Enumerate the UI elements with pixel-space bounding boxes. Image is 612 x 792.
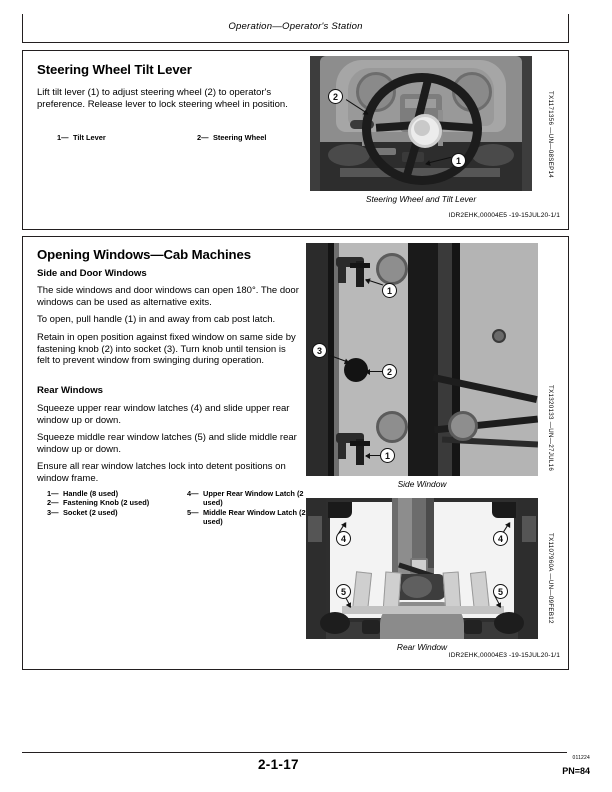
section-1-title: Steering Wheel Tilt Lever: [37, 62, 192, 77]
legend-text: Upper Rear Window Latch (2 used): [203, 489, 304, 508]
header-title: Operation—Operator's Station: [228, 21, 363, 32]
legend-text: Middle Rear Window Latch (2 used): [203, 507, 306, 526]
footer-pn: PN=84: [562, 766, 590, 776]
legend-text: Tilt Lever: [73, 133, 106, 142]
figure-steering-wheel: [310, 56, 532, 204]
callout-4-right: 4: [493, 531, 508, 546]
section-2-paragraph-side-3: Retain in open position against fixed window on same side by fastening knob (2) into socket (3). Turn knob until tension is felt to prevent window from swinging during operation.: [37, 332, 296, 367]
figure-code-rear-window: TX1107960A —UN—09FEB12: [547, 533, 554, 624]
callout-1: 1: [451, 153, 466, 168]
figure-rear-window-caption: Rear Window: [396, 642, 448, 652]
section-2-subhead-side: Side and Door Windows: [37, 268, 147, 279]
page-number: 2-1-17: [258, 757, 299, 772]
legend-item: [187, 489, 317, 507]
legend-item: [47, 508, 179, 517]
legend-text: Fastening Knob (2 used): [63, 498, 150, 508]
legend-number: 4—: [187, 489, 199, 498]
callout-1-lower: 1: [380, 448, 395, 463]
article-opening-windows-cab-machines: [22, 236, 569, 670]
figure-side-window-caption: Side Window: [397, 479, 447, 489]
callout-2: 2: [328, 89, 343, 104]
section-2-subhead-rear: Rear Windows: [37, 385, 104, 396]
figure-code-side-window: TX1320133 —UN—27JUL16: [547, 385, 554, 472]
callout-3: 3: [312, 343, 327, 358]
callout-5-left: 5: [336, 584, 351, 599]
figure-rear-window-image: [306, 498, 538, 639]
legend-text: Socket (2 used): [63, 507, 118, 517]
figure-steering-wheel-caption: Steering Wheel and Tilt Lever: [365, 194, 477, 204]
legend-item: [47, 498, 179, 507]
legend-number: 2—: [197, 133, 209, 142]
callout-5-right: 5: [493, 584, 508, 599]
running-header: [22, 14, 569, 43]
section-2-paragraph-rear-3: Ensure all rear window latches lock into detent positions on window frame.: [37, 461, 286, 484]
callout-1-upper: 1: [382, 283, 397, 298]
section-2-reference: IDR2EHK,00004E3 -19-15JUL20-1/1: [448, 652, 560, 659]
footer-build-code: 011224: [572, 755, 590, 761]
legend-number: 2—: [47, 498, 59, 508]
section-2-paragraph-rear-1: Squeeze upper rear window latches (4) and slide upper rear window up or down.: [37, 403, 290, 426]
legend-item: [57, 133, 187, 142]
callout-2: 2: [382, 364, 397, 379]
legend-item: [47, 489, 179, 498]
section-1-reference: IDR2EHK,00004E5 -19-15JUL20-1/1: [448, 212, 560, 219]
figure-code-steering-wheel: TX1171356 —UN—08SEP14: [547, 91, 554, 179]
legend-text: Steering Wheel: [213, 133, 267, 142]
figure-steering-wheel-image: [310, 56, 532, 191]
figure-side-window-image: [306, 243, 538, 476]
figure-rear-window: [306, 498, 538, 652]
legend-number: 1—: [57, 133, 69, 142]
section-2-paragraph-side-2: To open, pull handle (1) in and away from cab post latch.: [37, 314, 276, 325]
legend-item: [187, 508, 317, 526]
legend-number: 5—: [187, 507, 199, 517]
legend-number: 3—: [47, 507, 59, 517]
figure-side-window: [306, 243, 538, 489]
section-2-paragraph-rear-2: Squeeze middle rear window latches (5) and slide middle rear window up or down.: [37, 432, 297, 455]
section-1-paragraph-1: Lift tilt lever (1) to adjust steering wheel (2) to operator's preference. Release lever to lock steering wheel in position.: [37, 87, 288, 110]
legend-number: 1—: [47, 489, 59, 498]
section-2-paragraph-side-1: The side windows and door windows can open 180°. The door windows can be used as alternative exits.: [37, 285, 299, 308]
legend-text: Handle (8 used): [63, 489, 119, 498]
footer-rule: [22, 752, 567, 753]
article-steering-wheel-tilt-lever: [22, 50, 569, 230]
section-2-title: Opening Windows—Cab Machines: [37, 247, 251, 262]
callout-4-left: 4: [336, 531, 351, 546]
